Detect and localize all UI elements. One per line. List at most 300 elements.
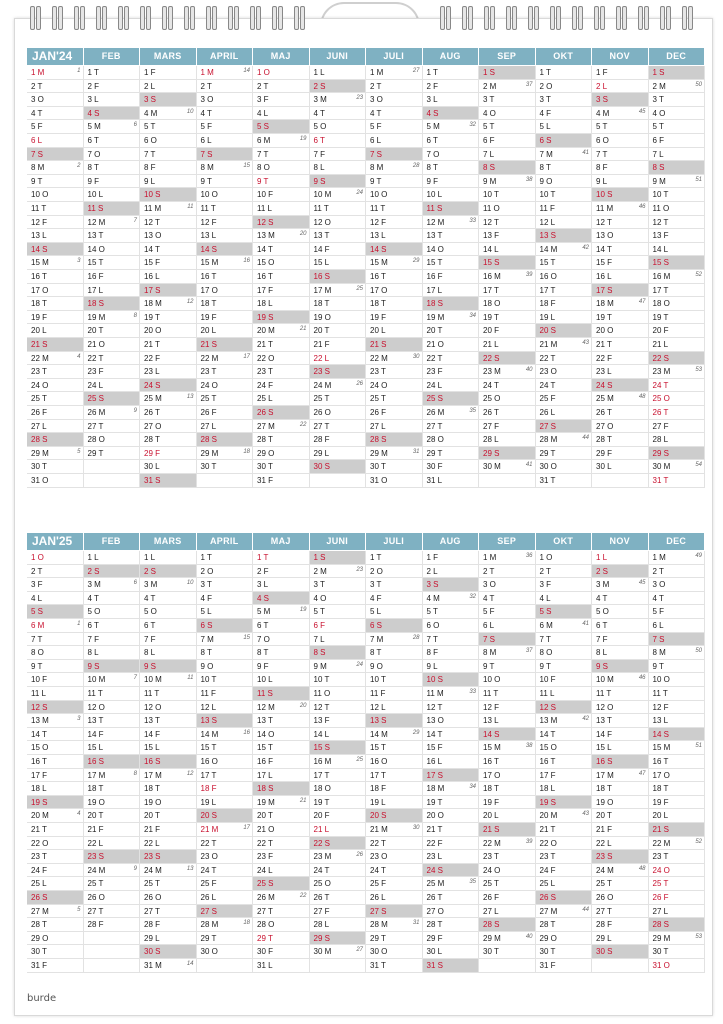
day-cell: 1 M 1: [27, 66, 84, 80]
day-cell: 17 M 47: [592, 769, 649, 783]
day-cell: 21 M 43: [536, 338, 593, 352]
day-cell: 19 F: [479, 796, 536, 810]
day-cell: 11 T: [649, 687, 706, 701]
day-cell: 28 M 18: [197, 918, 254, 932]
day-cell: 21 F: [84, 823, 141, 837]
day-cell: 22 M 39: [479, 837, 536, 851]
day-cell: 5 T: [592, 120, 649, 134]
day-cell: 28 F: [84, 918, 141, 932]
week-number: 31: [412, 920, 420, 927]
month-header: MARS: [140, 48, 197, 65]
day-cell: 26 S: [253, 406, 310, 420]
day-cell: 12 O: [84, 701, 141, 715]
week-number: 17: [243, 353, 250, 360]
day-cell: 10 M 24: [310, 188, 367, 202]
day-cell: 24 T: [479, 379, 536, 393]
day-cell: 27 L: [197, 420, 254, 434]
day-cell: 8 L: [84, 646, 141, 660]
day-cell: 1 T: [423, 66, 480, 80]
day-cell: 4 T: [310, 107, 367, 121]
day-cell: 21 F: [592, 823, 649, 837]
day-cell: 31 T: [649, 474, 706, 488]
day-cell: 1 S: [310, 551, 367, 565]
day-cell: 23 T: [197, 365, 254, 379]
day-cell: 2 T: [536, 565, 593, 579]
day-cell: 22 L: [84, 837, 141, 851]
day-cell: 13 M 3: [27, 714, 84, 728]
day-cell: 19 F: [27, 311, 84, 325]
day-cell: 25 T: [592, 877, 649, 891]
day-cell: 14 T: [423, 728, 480, 742]
day-cell: 13 S: [366, 714, 423, 728]
day-cell: 23 L: [140, 365, 197, 379]
week-number: 13: [186, 394, 194, 401]
day-cell: 9 M 24: [310, 660, 367, 674]
day-cell: 13 L: [479, 714, 536, 728]
day-cell: 5 O: [84, 605, 141, 619]
day-cell: 5 S: [536, 605, 593, 619]
day-cell: 11 M 33: [423, 687, 480, 701]
day-cell: 26 L: [536, 406, 593, 420]
calendar-2025: [27, 533, 705, 993]
day-cell: 14 T: [536, 728, 593, 742]
day-cell: 27 T: [253, 905, 310, 919]
day-cell: 26 F: [649, 891, 706, 905]
day-cell: 18 T: [310, 297, 367, 311]
day-cell: 1 M 49: [649, 551, 706, 565]
day-cell: 8 F: [423, 646, 480, 660]
binding-ring: [638, 6, 643, 30]
binding-ring: [512, 6, 517, 30]
month-header: FEB: [84, 48, 141, 65]
day-cell: 31 O: [27, 474, 84, 488]
day-cell: 19 T: [310, 796, 367, 810]
day-cell: 12 L: [366, 701, 423, 715]
binding-ring: [660, 6, 665, 30]
binding-ring: [52, 6, 57, 30]
day-cell: 30 F: [253, 945, 310, 959]
week-number: 40: [525, 933, 533, 940]
day-cell: 26 T: [649, 406, 706, 420]
week-number: 53: [695, 367, 702, 374]
day-cell: 23 L: [423, 850, 480, 864]
day-cell: 18 O: [310, 782, 367, 796]
day-cell: 7 T: [592, 148, 649, 162]
day-cell: 14 S: [27, 243, 84, 257]
day-cell: 13 S: [197, 714, 254, 728]
week-number: 42: [582, 244, 589, 251]
day-cell: 3 S: [140, 93, 197, 107]
day-cell: 8 O: [27, 646, 84, 660]
day-cell: 24 M 9: [84, 864, 141, 878]
day-cell: 4 O: [479, 107, 536, 121]
day-cell: 1 O: [253, 66, 310, 80]
day-cell: 13 T: [423, 229, 480, 243]
day-cell: 24 L: [253, 864, 310, 878]
day-cell: 14 T: [140, 243, 197, 257]
day-cell: 21 M 30: [366, 823, 423, 837]
day-cell: 12 O: [140, 701, 197, 715]
day-cell: 22 T: [253, 837, 310, 851]
day-cell: 9 O: [536, 175, 593, 189]
day-cell: 23 T: [366, 365, 423, 379]
week-number: 23: [356, 95, 363, 102]
day-cell: 6 M 1: [27, 619, 84, 633]
day-cell: 29 T: [423, 447, 480, 461]
day-cell: 10 O: [649, 673, 706, 687]
day-cell: 23 S: [140, 850, 197, 864]
day-cell: 13 F: [649, 229, 706, 243]
day-cell: 10 O: [479, 673, 536, 687]
day-cell: 23 O: [366, 850, 423, 864]
week-number: 46: [638, 675, 646, 682]
day-cell: 5 L: [536, 120, 593, 134]
week-number: 10: [186, 108, 194, 115]
month-header: NOV: [592, 48, 649, 65]
day-cell: 15 M 3: [27, 256, 84, 270]
day-cell: 20 S: [366, 809, 423, 823]
day-cell: 16 T: [197, 270, 254, 284]
day-cell: 16 T: [366, 270, 423, 284]
day-cell: 20 T: [140, 809, 197, 823]
day-cell: 16 L: [423, 755, 480, 769]
binding-ring: [490, 6, 495, 30]
day-cell: 21 S: [479, 823, 536, 837]
day-cell: 17 F: [253, 284, 310, 298]
day-cell: 19 T: [649, 311, 706, 325]
week-number: 52: [695, 838, 702, 845]
day-cell: 20 T: [84, 809, 141, 823]
week-number: 38: [525, 743, 533, 750]
day-cell: 3 L: [84, 93, 141, 107]
day-cell: 7 T: [423, 633, 480, 647]
binding-ring: [550, 6, 555, 30]
day-cell: 15 O: [27, 741, 84, 755]
day-cell: 12 T: [140, 216, 197, 230]
day-cell: 16 M 52: [649, 270, 706, 284]
empty-cell: [310, 474, 367, 488]
day-cell: 7 L: [310, 633, 367, 647]
day-cell: 21 T: [140, 338, 197, 352]
day-cell: 4 L: [253, 107, 310, 121]
day-cell: 10 O: [366, 188, 423, 202]
day-cell: 6 O: [140, 134, 197, 148]
day-cell: 18 T: [84, 782, 141, 796]
month-header: JAN'24: [27, 48, 84, 65]
day-cell: 9 O: [366, 660, 423, 674]
day-cell: 19 F: [197, 311, 254, 325]
day-cell: 6 S: [366, 619, 423, 633]
day-cell: 6 M 41: [536, 619, 593, 633]
day-cell: 23 F: [253, 850, 310, 864]
day-cell: 10 F: [253, 188, 310, 202]
day-cell: 8 M 28: [366, 161, 423, 175]
day-cell: 2 S: [84, 565, 141, 579]
day-cell: 25 T: [197, 392, 254, 406]
day-cell: 2 O: [536, 80, 593, 94]
day-cell: 17 T: [310, 769, 367, 783]
day-cell: 24 O: [366, 379, 423, 393]
day-cell: 15 T: [423, 256, 480, 270]
day-cell: 28 T: [27, 918, 84, 932]
binding-ring: [124, 6, 129, 30]
day-cell: 9 T: [253, 175, 310, 189]
day-cell: 21 T: [592, 338, 649, 352]
week-number: 23: [356, 566, 363, 573]
week-number: 19: [299, 136, 307, 142]
day-cell: 11 S: [84, 202, 141, 216]
week-number: 11: [187, 204, 194, 210]
day-cell: 21 T: [423, 823, 480, 837]
brand-logo: burde: [27, 993, 57, 1004]
day-cell: 30 T: [536, 945, 593, 959]
day-cell: 27 T: [592, 905, 649, 919]
day-cell: 20 O: [592, 324, 649, 338]
day-cell: 10 S: [592, 188, 649, 202]
month-header: DEC: [649, 48, 706, 65]
day-cell: 6 O: [423, 619, 480, 633]
day-cell: 28 T: [536, 918, 593, 932]
day-cell: 24 T: [366, 864, 423, 878]
day-cell: 5 L: [366, 605, 423, 619]
day-cell: 10 L: [253, 673, 310, 687]
day-cell: 6 T: [253, 619, 310, 633]
day-cell: 29 O: [253, 447, 310, 461]
day-cell: 16 T: [536, 755, 593, 769]
day-cell: 5 T: [649, 120, 706, 134]
week-number: 12: [186, 299, 194, 306]
day-cell: 10 T: [310, 673, 367, 687]
binding-ring: [206, 6, 211, 30]
week-number: 8: [133, 312, 137, 319]
week-number: 18: [243, 448, 250, 455]
day-cell: 27 S: [536, 420, 593, 434]
day-cell: 29 L: [592, 932, 649, 946]
day-cell: 20 L: [27, 324, 84, 338]
day-cell: 1 L: [140, 551, 197, 565]
day-cell: 3 T: [366, 578, 423, 592]
day-cell: 25 L: [536, 877, 593, 891]
day-cell: 23 T: [253, 365, 310, 379]
day-cell: 26 M 9: [84, 406, 141, 420]
day-cell: 25 T: [310, 392, 367, 406]
week-number: 25: [356, 757, 363, 763]
day-cell: 12 F: [649, 701, 706, 715]
day-cell: 4 T: [649, 592, 706, 606]
day-cell: 9 T: [27, 660, 84, 674]
week-number: 35: [469, 408, 476, 414]
day-cell: 26 T: [140, 406, 197, 420]
day-cell: 10 T: [536, 188, 593, 202]
day-cell: 10 T: [197, 673, 254, 687]
week-number: 20: [299, 231, 307, 238]
day-cell: 29 S: [649, 447, 706, 461]
week-number: 7: [133, 217, 137, 224]
day-cell: 8 T: [423, 161, 480, 175]
day-cell: 28 S: [649, 918, 706, 932]
month-header: JUNI: [310, 48, 367, 65]
week-number: 25: [356, 285, 363, 292]
week-number: 54: [695, 462, 702, 469]
day-cell: 23 F: [423, 365, 480, 379]
day-cell: 21 S: [649, 823, 706, 837]
empty-cell: [197, 474, 254, 488]
day-cell: 12 S: [536, 701, 593, 715]
month-header: MAJ: [253, 48, 310, 65]
day-cell: 20 F: [479, 324, 536, 338]
day-cell: 26 F: [27, 406, 84, 420]
day-cell: 18 F: [366, 782, 423, 796]
day-cell: 13 L: [649, 714, 706, 728]
day-cell: 18 S: [84, 297, 141, 311]
week-number: 7: [133, 675, 137, 682]
day-cell: 14 F: [592, 728, 649, 742]
empty-cell: [592, 959, 649, 973]
day-cell: 21 O: [84, 338, 141, 352]
day-cell: 8 M 15: [197, 161, 254, 175]
day-cell: 26 L: [197, 891, 254, 905]
day-cell: 24 M 13: [140, 864, 197, 878]
day-cell: 7 T: [27, 633, 84, 647]
day-cell: 22 T: [366, 837, 423, 851]
binding-ring: [272, 6, 277, 30]
day-cell: 26 S: [536, 891, 593, 905]
day-cell: 18 O: [479, 297, 536, 311]
day-cell: 22 O: [253, 352, 310, 366]
week-number: 31: [412, 448, 420, 455]
day-cell: 6 F: [479, 134, 536, 148]
day-cell: 30 M 41: [479, 460, 536, 474]
day-cell: 22 M 52: [649, 837, 706, 851]
binding-ring: [446, 6, 451, 30]
day-cell: 13 T: [84, 714, 141, 728]
day-cell: 24 T: [536, 379, 593, 393]
day-cell: 27 T: [84, 420, 141, 434]
day-cell: 27 O: [140, 420, 197, 434]
day-cell: 12 L: [536, 216, 593, 230]
day-cell: 10 T: [479, 188, 536, 202]
day-cell: 30 L: [592, 460, 649, 474]
day-cell: 29 T: [366, 932, 423, 946]
day-cell: 8 M 37: [479, 646, 536, 660]
day-cell: 28 O: [423, 433, 480, 447]
day-cell: 19 S: [27, 796, 84, 810]
day-cell: 24 M 26: [310, 379, 367, 393]
day-cell: 25 T: [479, 877, 536, 891]
day-cell: 3 T: [197, 578, 254, 592]
day-cell: 1 M 27: [366, 66, 423, 80]
day-cell: 11 T: [197, 202, 254, 216]
day-cell: 13 T: [592, 714, 649, 728]
week-number: 44: [582, 435, 589, 442]
day-cell: 6 T: [310, 134, 367, 148]
day-cell: 6 L: [479, 619, 536, 633]
day-cell: 18 T: [592, 782, 649, 796]
day-cell: 21 O: [423, 338, 480, 352]
day-cell: 30 S: [592, 945, 649, 959]
week-number: 6: [133, 580, 137, 587]
binding-ring: [468, 6, 473, 30]
day-cell: 25 S: [253, 877, 310, 891]
day-cell: 25 S: [423, 392, 480, 406]
binding-ring: [572, 6, 577, 30]
day-cell: 29 M 40: [479, 932, 536, 946]
day-cell: 4 T: [479, 592, 536, 606]
week-number: 53: [695, 933, 702, 940]
day-cell: 5 F: [479, 605, 536, 619]
day-cell: 29 T: [536, 447, 593, 461]
day-cell: 30 S: [140, 945, 197, 959]
day-cell: 6 L: [649, 619, 706, 633]
day-cell: 20 L: [197, 324, 254, 338]
day-cell: 23 O: [536, 365, 593, 379]
binding-ring: [30, 6, 35, 30]
day-cell: 29 O: [27, 932, 84, 946]
day-cell: 24 T: [310, 864, 367, 878]
day-cell: 26 L: [366, 891, 423, 905]
week-number: 21: [299, 797, 307, 804]
day-cell: 15 F: [592, 256, 649, 270]
week-number: 43: [582, 340, 589, 346]
day-cell: 2 S: [592, 565, 649, 579]
day-cell: 14 S: [197, 243, 254, 257]
day-cell: 20 T: [592, 809, 649, 823]
day-cell: 3 M 10: [140, 578, 197, 592]
day-cell: 28 M 31: [366, 918, 423, 932]
day-cell: 7 M 28: [366, 633, 423, 647]
day-cell: 26 M 22: [253, 891, 310, 905]
day-cell: 1 L: [592, 551, 649, 565]
day-cell: 22 M 30: [366, 352, 423, 366]
day-cell: 1 T: [253, 551, 310, 565]
week-number: 11: [187, 675, 194, 682]
day-cell: 28 M 44: [536, 433, 593, 447]
month-header: JULI: [366, 533, 423, 550]
day-cell: 2 S: [310, 80, 367, 94]
day-cell: 11 F: [366, 687, 423, 701]
day-cell: 26 O: [140, 891, 197, 905]
day-cell: 1 S: [479, 66, 536, 80]
month-header: AUG: [423, 48, 480, 65]
day-cell: 13 O: [592, 229, 649, 243]
day-cell: 23 T: [479, 850, 536, 864]
day-cell: 5 L: [197, 605, 254, 619]
binding-ring: [162, 6, 167, 30]
day-cell: 31 F: [27, 959, 84, 973]
binding-ring: [440, 6, 445, 30]
day-cell: 8 T: [366, 646, 423, 660]
binding-ring: [234, 6, 239, 30]
day-cell: 20 L: [649, 809, 706, 823]
day-cell: 4 F: [536, 107, 593, 121]
day-cell: 28 S: [27, 433, 84, 447]
day-cell: 8 L: [592, 646, 649, 660]
week-number: 5: [77, 906, 81, 913]
binding-ring: [168, 6, 173, 30]
week-number: 2: [77, 163, 81, 170]
day-cell: 22 O: [536, 837, 593, 851]
day-cell: 28 T: [140, 433, 197, 447]
day-cell: 19 O: [140, 796, 197, 810]
day-cell: 2 T: [27, 565, 84, 579]
day-cell: 27 T: [84, 905, 141, 919]
day-cell: 13 M 20: [253, 229, 310, 243]
day-cell: 6 L: [27, 134, 84, 148]
week-number: 33: [469, 217, 476, 224]
day-cell: 25 F: [536, 392, 593, 406]
binding-ring: [556, 6, 561, 30]
binding-ring: [294, 6, 299, 30]
